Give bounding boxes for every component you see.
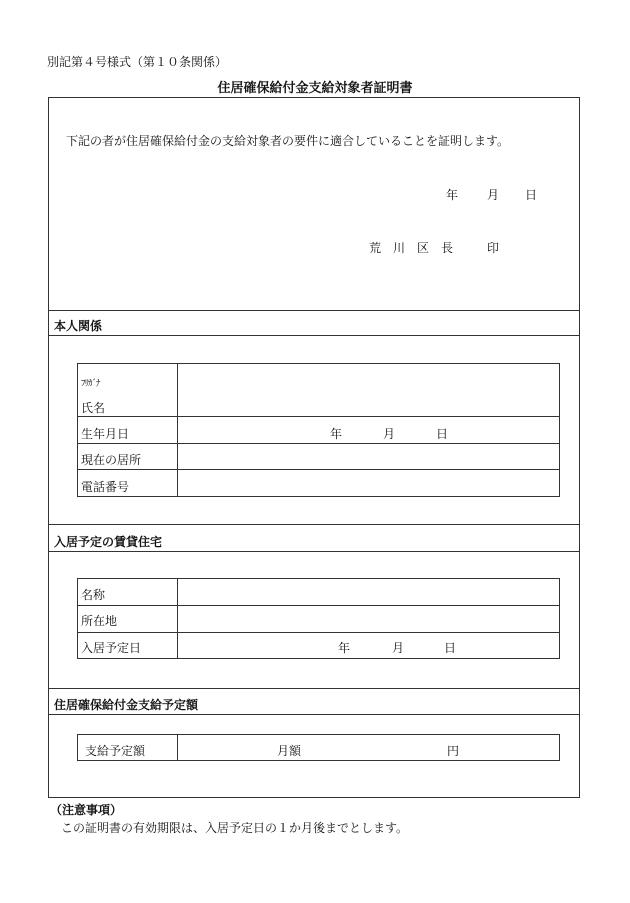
property-location-field[interactable]	[181, 608, 556, 629]
seal-mark: 印	[487, 241, 500, 255]
divider	[48, 310, 580, 311]
phone-label: 電話番号	[81, 480, 130, 494]
property-name-label: 名称	[81, 588, 106, 602]
divider	[48, 714, 580, 715]
table-column-divider	[177, 578, 178, 659]
notes-title: （注意事項）	[50, 803, 123, 817]
table-column-divider	[177, 363, 178, 497]
payment-amount-label: 支給予定額	[85, 744, 146, 758]
property-name-field[interactable]	[181, 581, 556, 602]
section-title-housing: 入居予定の賃貸住宅	[54, 535, 163, 549]
cert-day-label: 日	[525, 188, 538, 202]
yen-label: 円	[447, 744, 460, 758]
table-row-divider	[77, 469, 560, 470]
issuer-label: 荒 川 区 長	[369, 241, 454, 255]
birth-date-label: 生年月日	[81, 427, 130, 441]
current-address-field[interactable]	[181, 446, 556, 466]
table-row-divider	[77, 443, 560, 444]
name-label: 氏名	[81, 401, 106, 415]
monthly-label: 月額	[277, 744, 302, 758]
section-title-person: 本人関係	[54, 319, 103, 333]
divider	[48, 551, 580, 552]
name-field[interactable]	[181, 366, 556, 412]
move-in-year-label: 年	[338, 641, 351, 655]
table-row-divider	[77, 632, 560, 633]
current-address-label: 現在の居所	[81, 453, 142, 467]
move-in-month-label: 月	[392, 641, 405, 655]
divider	[48, 688, 580, 689]
certification-statement: 下記の者が住居確保給付金の支給対象者の要件に適合していることを証明します。	[66, 134, 510, 148]
divider	[48, 524, 580, 525]
payment-amount-field[interactable]	[310, 737, 440, 758]
page-title: 住居確保給付金支給対象者証明書	[217, 81, 413, 96]
furigana-label: ﾌﾘｶﾞﾅ	[81, 379, 100, 389]
table-row-divider	[77, 416, 560, 417]
table-column-divider	[177, 734, 178, 761]
birth-day-label: 日	[436, 427, 449, 441]
birth-month-label: 月	[383, 427, 396, 441]
section-title-payment: 住居確保給付金支給予定額	[54, 698, 199, 712]
cert-month-label: 月	[487, 188, 500, 202]
move-in-date-label: 入居予定日	[81, 641, 142, 655]
form-number: 別記第４号様式（第１０条関係）	[47, 55, 228, 69]
birth-year-label: 年	[330, 427, 343, 441]
phone-field[interactable]	[181, 472, 556, 494]
notes-text: この証明書の有効期限は、入居予定日の１か月後までとします。	[61, 821, 409, 835]
property-location-label: 所在地	[81, 614, 118, 628]
table-row-divider	[77, 605, 560, 606]
move-in-day-label: 日	[444, 641, 457, 655]
divider	[48, 335, 580, 336]
cert-year-label: 年	[446, 188, 459, 202]
